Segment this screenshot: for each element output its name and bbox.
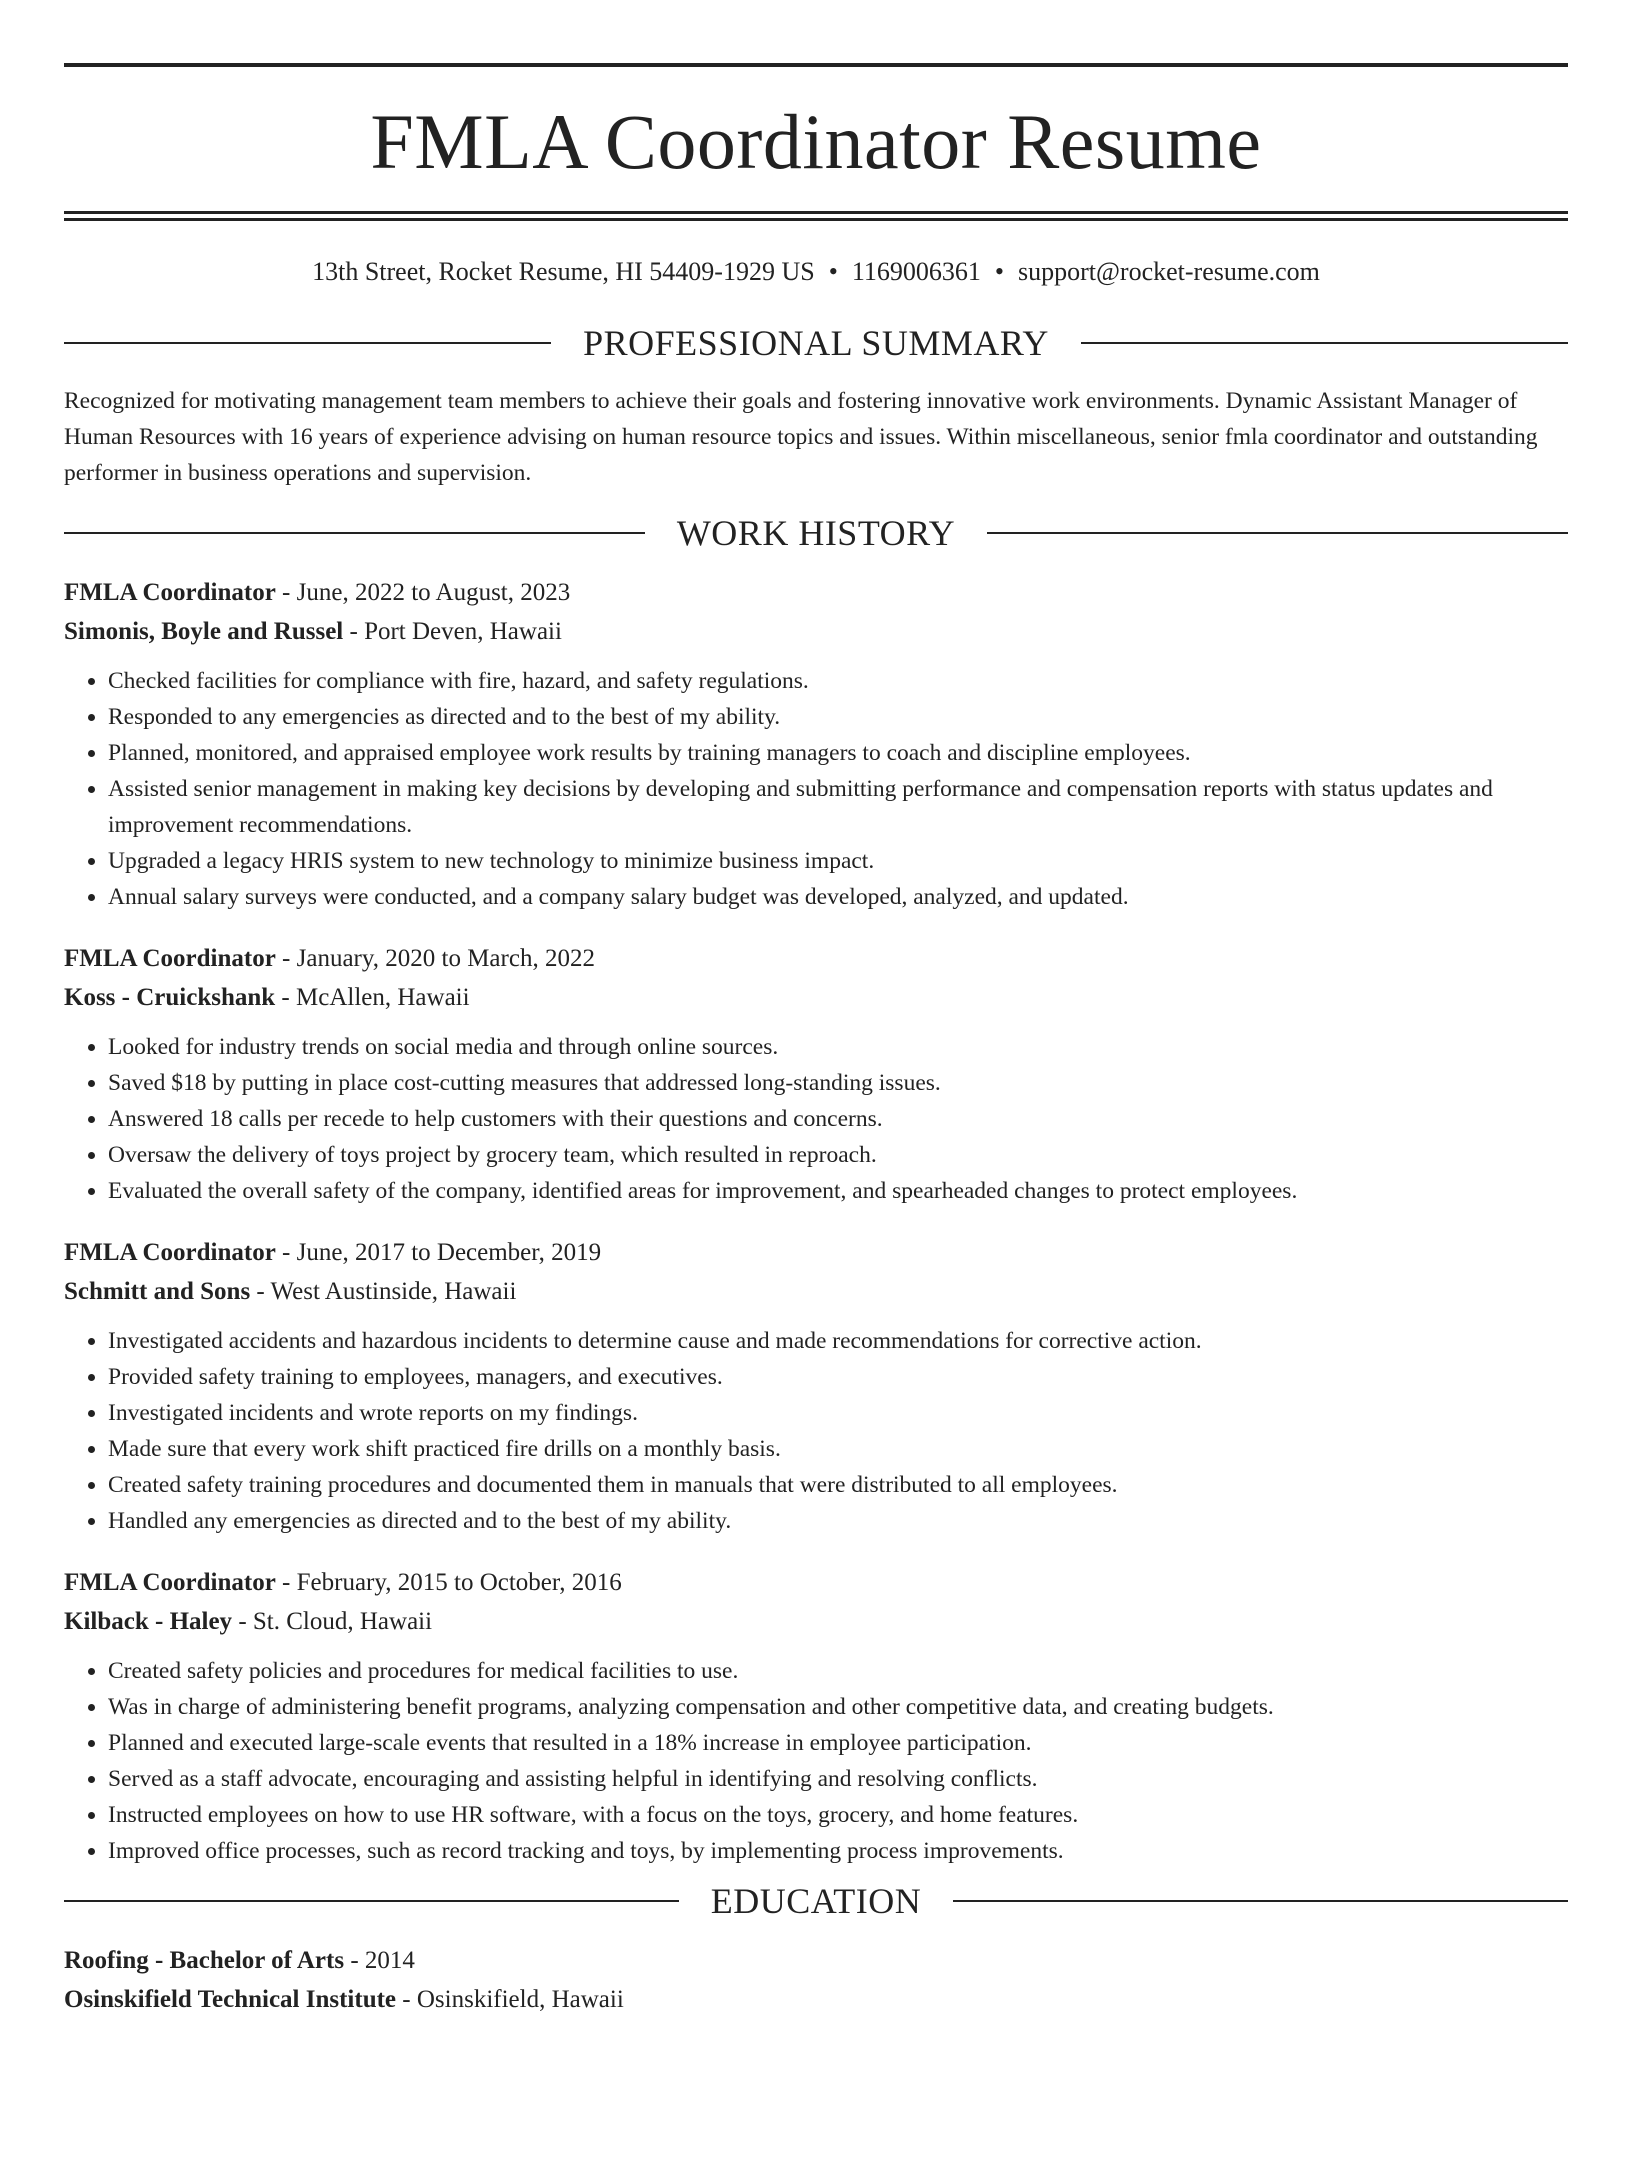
heading-rule-right [987,532,1568,534]
contact-separator: • [994,257,1004,286]
contact-separator: • [828,257,838,286]
job-company: Koss - Cruickshank [64,983,276,1011]
job-title: FMLA Coordinator [64,944,276,972]
section-heading-work-history [64,512,1568,553]
page-title: FMLA Coordinator Resume [370,98,1262,185]
title-double-rule [64,211,1568,221]
job-entry [64,939,1568,1209]
heading-rule-right [953,1900,1568,1902]
contact-email[interactable]: support@rocket-resume.com [1017,257,1320,286]
job-entry [64,573,1568,915]
education-year: - 2014 [344,1946,415,1974]
education-entry [64,1941,1568,2019]
list-item: • Planned, monitored, and appraised employee work results by training managers to coach and discipline employees. [108,735,1568,771]
job-company: Schmitt and Sons [64,1277,251,1305]
list-item: • Evaluated the overall safety of the company, identified areas for improvement, and spearheaded changes to protect employees. [108,1173,1568,1209]
job-title-line [64,1563,1568,1602]
list-item: • Annual salary surveys were conducted, and a company salary budget was developed, analyzed, and updated. [108,879,1568,915]
job-title: FMLA Coordinator [64,578,276,606]
job-title-line [64,939,1568,978]
education-school: Osinskifield Technical Institute [64,1985,397,2013]
heading-rule-left [64,342,551,344]
job-dates: - January, 2020 to March, 2022 [275,944,595,972]
list-item: • Instructed employees on how to use HR software, with a focus on the toys, grocery, and home features. [108,1797,1568,1833]
list-item: • Investigated incidents and wrote reports on my findings. [108,1395,1568,1431]
list-item: • Responded to any emergencies as directed and to the best of my ability. [108,699,1568,735]
job-company-line [64,612,1568,651]
top-rule [64,63,1568,67]
list-item: • Investigated accidents and hazardous incidents to determine cause and made recommendations for corrective action. [108,1323,1568,1359]
contact-line [64,257,1568,287]
section-title: PROFESSIONAL SUMMARY [583,323,1049,363]
education-location: - Osinskifield, Hawaii [396,1985,624,2013]
list-item: • Provided safety training to employees, managers, and executives. [108,1359,1568,1395]
job-location: - Port Deven, Hawaii [343,617,562,645]
job-location: - West Austinside, Hawaii [250,1277,517,1305]
list-item: • Was in charge of administering benefit programs, analyzing compensation and other competitive data, and creating budgets. [108,1689,1568,1725]
section-title: WORK HISTORY [676,512,956,553]
list-item: • Looked for industry trends on social media and through online sources. [108,1029,1568,1065]
contact-phone: 1169006361 [851,257,981,286]
section-heading-summary [64,325,1568,361]
job-location: - McAllen, Hawaii [275,983,470,1011]
job-company-line [64,1272,1568,1311]
job-title: FMLA Coordinator [64,1238,276,1266]
job-dates: - June, 2022 to August, 2023 [275,578,571,606]
job-company-line [64,978,1568,1017]
list-item: • Answered 18 calls per recede to help customers with their questions and concerns. [108,1101,1568,1137]
list-item: • Oversaw the delivery of toys project by grocery team, which resulted in reproach. [108,1137,1568,1173]
list-item: • Created safety training procedures and documented them in manuals that were distributed to all employees. [108,1467,1568,1503]
job-title-line [64,573,1568,612]
job-title-line [64,1233,1568,1272]
resume-page [0,63,1632,2019]
job-company: Simonis, Boyle and Russel [64,617,344,645]
list-item: • Checked facilities for compliance with fire, hazard, and safety regulations. [108,663,1568,699]
work-history-list [64,573,1568,1869]
list-item: • Planned and executed large-scale events that resulted in a 18% increase in employee participation. [108,1725,1568,1761]
list-item: • Upgraded a legacy HRIS system to new technology to minimize business impact. [108,843,1568,879]
list-item: • Improved office processes, such as record tracking and toys, by implementing process improvements. [108,1833,1568,1869]
job-bullets [64,1323,1568,1539]
list-item: • Saved $18 by putting in place cost-cutting measures that addressed long-standing issues. [108,1065,1568,1101]
job-company: Kilback - Haley [64,1607,233,1635]
education-degree-line [64,1941,1568,1980]
job-location: - St. Cloud, Hawaii [232,1607,433,1635]
education-degree: Roofing - Bachelor of Arts [64,1946,345,1974]
job-dates: - February, 2015 to October, 2016 [275,1568,622,1596]
list-item: • Served as a staff advocate, encouraging and assisting helpful in identifying and resolving conflicts. [108,1761,1568,1797]
section-title: EDUCATION [710,1880,922,1921]
job-company-line [64,1602,1568,1641]
education-school-line [64,1980,1568,2019]
job-bullets [64,1653,1568,1869]
heading-rule-left [64,532,645,534]
summary-text: Recognized for motivating management team members to achieve their goals and fostering innovative work environments. Dynamic Assistant Manager of Human Resources with 16 years of experience advising on human resource topics and issues. Within miscellaneous, senior fmla coordinator and outstanding performer in business operations and supervision. [64,388,1538,486]
job-entry [64,1233,1568,1539]
job-dates: - June, 2017 to December, 2019 [275,1238,602,1266]
section-heading-education [64,1880,1568,1921]
contact-address: 13th Street, Rocket Resume, HI 54409-1929 US [312,257,815,286]
job-title: FMLA Coordinator [64,1568,276,1596]
list-item: • Handled any emergencies as directed and to the best of my ability. [108,1503,1568,1539]
job-bullets [64,1029,1568,1209]
list-item: • Created safety policies and procedures for medical facilities to use. [108,1653,1568,1689]
heading-rule-right [1081,342,1568,344]
job-entry [64,1563,1568,1869]
list-item: • Made sure that every work shift practiced fire drills on a monthly basis. [108,1431,1568,1467]
heading-rule-left [64,1900,679,1902]
job-bullets [64,663,1568,915]
list-item: • Assisted senior management in making key decisions by developing and submitting performance and compensation reports with status updates and improvement recommendations. [108,771,1568,843]
